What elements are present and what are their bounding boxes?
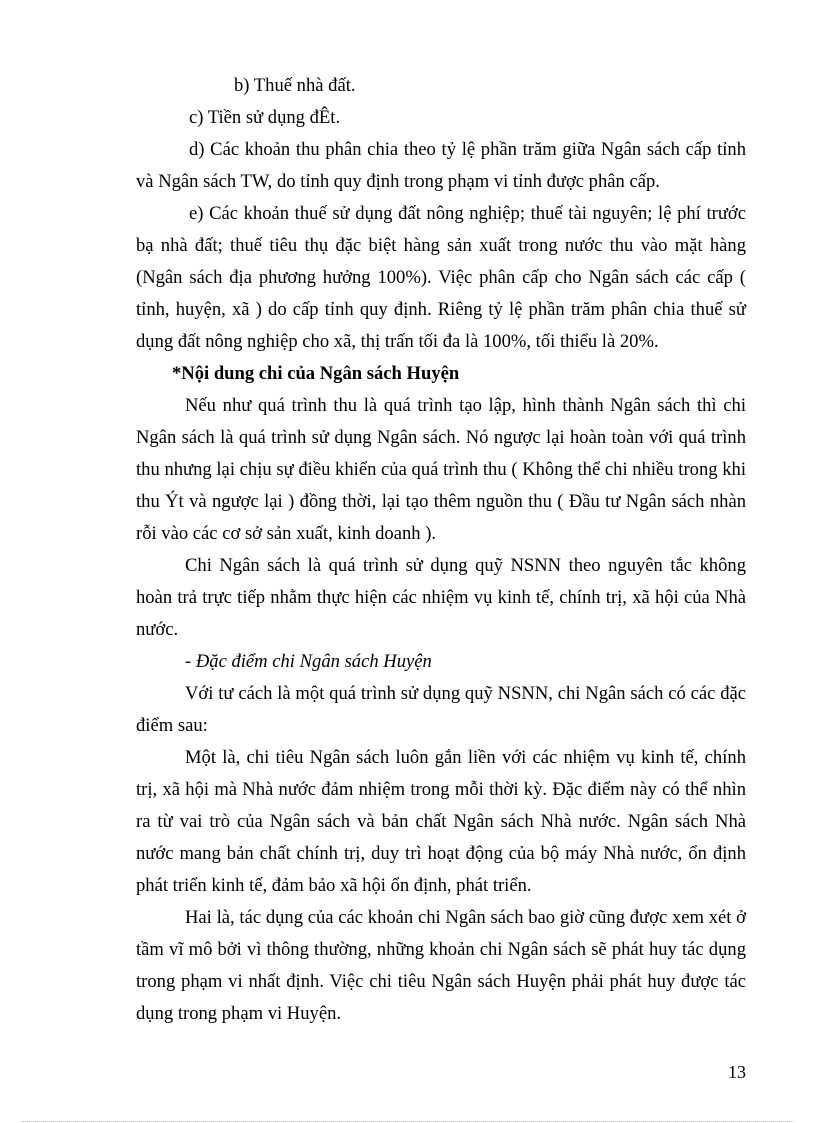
subheading-features: - Đặc điểm chi Ngân sách Huyện xyxy=(185,651,432,672)
paragraph-feature-two: Hai là, tác dụng của các khoản chi Ngân sách bao giờ cũng được xem xét ở tầm vĩ mô bởi vì thông thường, những khoản chi Ngân sách sẽ phát huy tác dụng trong phạm vi nhất định. Việc chi tiêu Ngân sách Huyện phải phát huy được tác dụng trong phạm vi Huyện. xyxy=(136,907,746,1024)
page-number: 13 xyxy=(728,1062,746,1082)
paragraph-definition: Chi Ngân sách là quá trình sử dụng quỹ NSNN theo nguyên tắc không hoàn trả trực tiếp nhằm thực hiện các nhiệm vụ kinh tế, chính trị, xã hội của Nhà nước. xyxy=(136,555,746,640)
paragraph-features-intro: Với tư cách là một quá trình sử dụng quỹ NSNN, chi Ngân sách có các đặc điểm sau: xyxy=(136,683,746,736)
paragraph-item-e: e) Các khoản thuế sử dụng đất nông nghiệp; thuế tài nguyên; lệ phí trước bạ nhà đất; thuế tiêu thụ đặc biệt hàng sản xuất trong nước thu vào mặt hàng (Ngân sách địa phương hưởng 100%). Việc phân cấp cho Ngân sách các cấp ( tỉnh, huyện, xã ) do cấp tỉnh quy định. Riêng tỷ lệ phần trăm phân chia thuế sử dụng đất nông nghiệp cho xã, thị trấn tối đa là 100%, tối thiểu là 20%. xyxy=(136,203,746,352)
section-heading-spending: *Nội dung chi của Ngân sách Huyện xyxy=(172,363,460,384)
paragraph-item-b: b) Thuế nhà đất. xyxy=(234,75,356,96)
page-body xyxy=(136,70,746,1030)
page-bottom-divider xyxy=(22,1121,794,1122)
paragraph-item-c: c) Tiền sử dụng đÊt. xyxy=(189,107,341,128)
paragraph-feature-one: Một là, chi tiêu Ngân sách luôn gắn liền với các nhiệm vụ kinh tế, chính trị, xã hội mà Nhà nước đảm nhiệm trong mỗi thời kỳ. Đặc điểm này có thể nhìn ra từ vai trò của Ngân sách và bản chất Ngân sách Nhà nước. Ngân sách Nhà nước mang bản chất chính trị, duy trì hoạt động của bộ máy Nhà nước, ổn định phát triển kinh tế, đảm bảo xã hội ổn định, phát triển. xyxy=(136,747,746,896)
paragraph-spending-intro: Nếu như quá trình thu là quá trình tạo lập, hình thành Ngân sách thì chi Ngân sách là quá trình sử dụng Ngân sách. Nó ngược lại hoàn toàn với quá trình thu nhưng lại chịu sự điều khiển của quá trình thu ( Không thể chi nhiều trong khi thu Ýt và ngược lại ) đồng thời, lại tạo thêm nguồn thu ( Đầu tư Ngân sách nhàn rỗi vào các cơ sở sản xuất, kinh doanh ). xyxy=(136,395,746,544)
paragraph-item-d: d) Các khoản thu phân chia theo tỷ lệ phần trăm giữa Ngân sách cấp tỉnh và Ngân sách TW, do tỉnh quy định trong phạm vi tỉnh được phân cấp. xyxy=(136,139,746,192)
